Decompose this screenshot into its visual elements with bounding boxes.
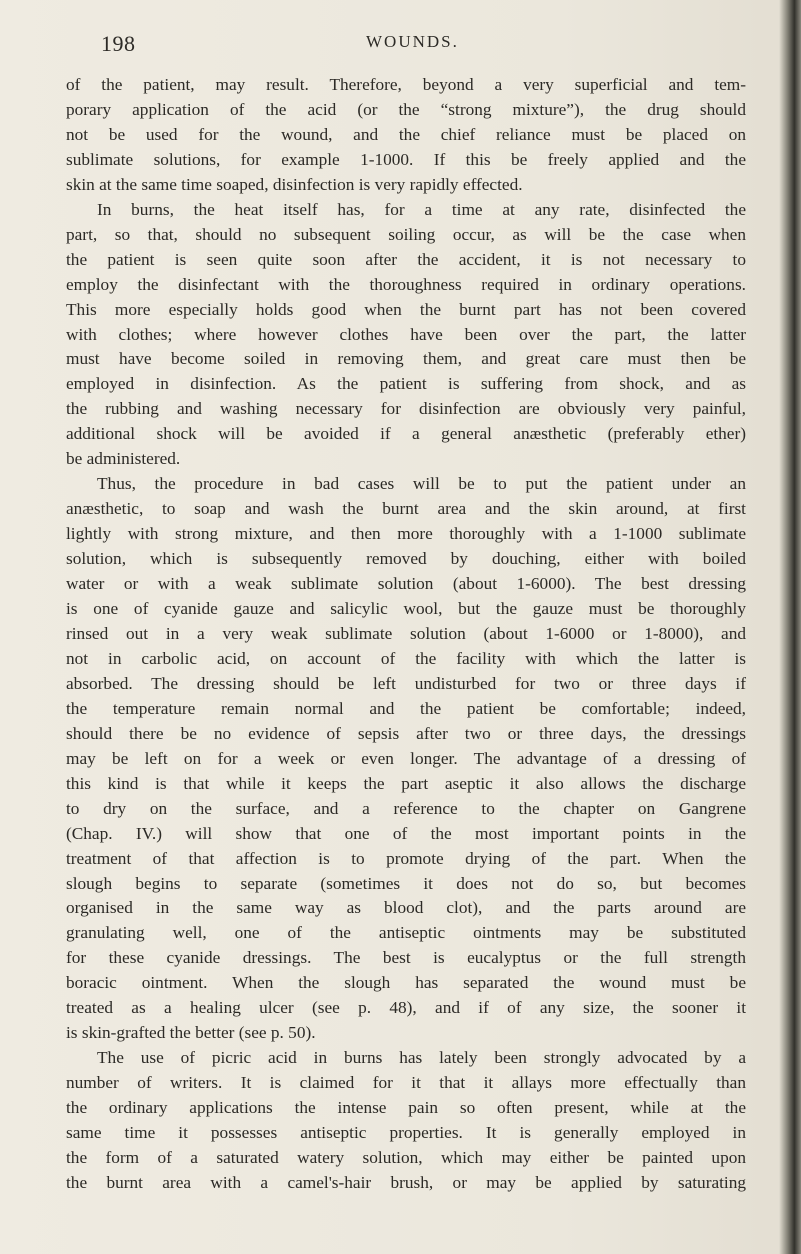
text-line: of the patient, may result. Therefore, beyond a very superficial and tem-: [66, 75, 746, 94]
text-line: employed in disinfection. As the patient is suffering from shock, and as: [66, 374, 746, 394]
page-header: [0, 26, 801, 56]
body-text: [66, 73, 746, 1196]
paragraph-start-line: The use of picric acid in burns has lately been strongly advocated by a: [97, 1048, 746, 1068]
text-line: slough begins to separate (sometimes it does not do so, but becomes: [66, 873, 746, 893]
text-line: the ordinary applications the intense pain so often present, while at the: [66, 1098, 746, 1118]
text-line: part, so that, should no subsequent soiling occur, as will be the case when: [66, 224, 746, 244]
text-line: for these cyanide dressings. The best is eucalyptus or the full strength: [66, 948, 746, 968]
text-line: with clothes; where however clothes have been over the part, the latter: [66, 324, 746, 344]
text-line: may be left on for a week or even longer. The advantage of a dressing of: [66, 748, 746, 768]
text-line: should there be no evidence of sepsis after two or three days, the dressings: [66, 723, 746, 743]
text-line: lightly with strong mixture, and then more thoroughly with a 1-1000 sublimate: [66, 524, 746, 544]
text-line: the temperature remain normal and the patient be comfortable; indeed,: [66, 698, 746, 718]
paragraph-start-line: Thus, the procedure in bad cases will be to put the patient under an: [97, 474, 746, 494]
text-line: organised in the same way as blood clot), and the parts around are: [66, 898, 746, 918]
text-line: not in carbolic acid, on account of the facility with which the latter is: [66, 648, 746, 668]
text-line: This more especially holds good when the burnt part has not been covered: [66, 299, 746, 319]
text-line: absorbed. The dressing should be left undisturbed for two or three days if: [66, 673, 746, 693]
text-line: the rubbing and washing necessary for disinfection are obviously very painful,: [66, 399, 746, 419]
text-line: the patient is seen quite soon after the accident, it is not necessary to: [66, 249, 746, 269]
text-line: is one of cyanide gauze and salicylic wool, but the gauze must be thoroughly: [66, 599, 746, 619]
text-line: skin at the same time soaped, disinfection is very rapidly effected.: [66, 174, 523, 194]
text-line: sublimate solutions, for example 1-1000. If this be freely applied and the: [66, 149, 746, 169]
running-title: WOUNDS.: [366, 32, 459, 51]
page-number: 198: [101, 31, 136, 56]
text-line: granulating well, one of the antiseptic ointments may be substituted: [66, 923, 746, 943]
text-line: anæsthetic, to soap and wash the burnt area and the skin around, at first: [66, 499, 746, 519]
text-line: (Chap. IV.) will show that one of the most important points in the: [66, 823, 746, 843]
text-line: solution, which is subsequently removed by douching, either with boiled: [66, 549, 746, 569]
text-line: to dry on the surface, and a reference to the chapter on Gangrene: [66, 798, 746, 818]
text-line: water or with a weak sublimate solution (about 1-6000). The best dressing: [66, 574, 746, 594]
text-line: the form of a saturated watery solution, which may either be painted upon: [66, 1147, 746, 1167]
text-line: the burnt area with a camel's-hair brush, or may be applied by saturating: [66, 1172, 746, 1192]
text-line: this kind is that while it keeps the part aseptic it also allows the discharge: [66, 773, 746, 793]
text-line: boracic ointment. When the slough has separated the wound must be: [66, 973, 746, 993]
paragraph-start-line: In burns, the heat itself has, for a time at any rate, disinfected the: [97, 199, 746, 219]
text-line: treated as a healing ulcer (see p. 48), and if of any size, the sooner it: [66, 998, 746, 1018]
text-line: employ the disinfectant with the thoroughness required in ordinary operations.: [66, 274, 746, 294]
text-line: same time it possesses antiseptic properties. It is generally employed in: [66, 1123, 746, 1143]
text-line: number of writers. It is claimed for it that it allays more effectually than: [66, 1073, 746, 1093]
text-line: not be used for the wound, and the chief reliance must be placed on: [66, 124, 746, 144]
text-line: be administered.: [66, 449, 181, 469]
page-edge-shadow: [779, 0, 801, 1254]
text-line: must have become soiled in removing them, and great care must then be: [66, 349, 746, 369]
text-line: additional shock will be avoided if a general anæsthetic (preferably ether): [66, 424, 746, 444]
text-line: is skin-grafted the better (see p. 50).: [66, 1023, 316, 1043]
text-line: rinsed out in a very weak sublimate solution (about 1-6000 or 1-8000), and: [66, 623, 746, 643]
text-line: treatment of that affection is to promote drying of the part. When the: [66, 848, 746, 868]
text-line: porary application of the acid (or the “strong mixture”), the drug should: [66, 99, 746, 119]
